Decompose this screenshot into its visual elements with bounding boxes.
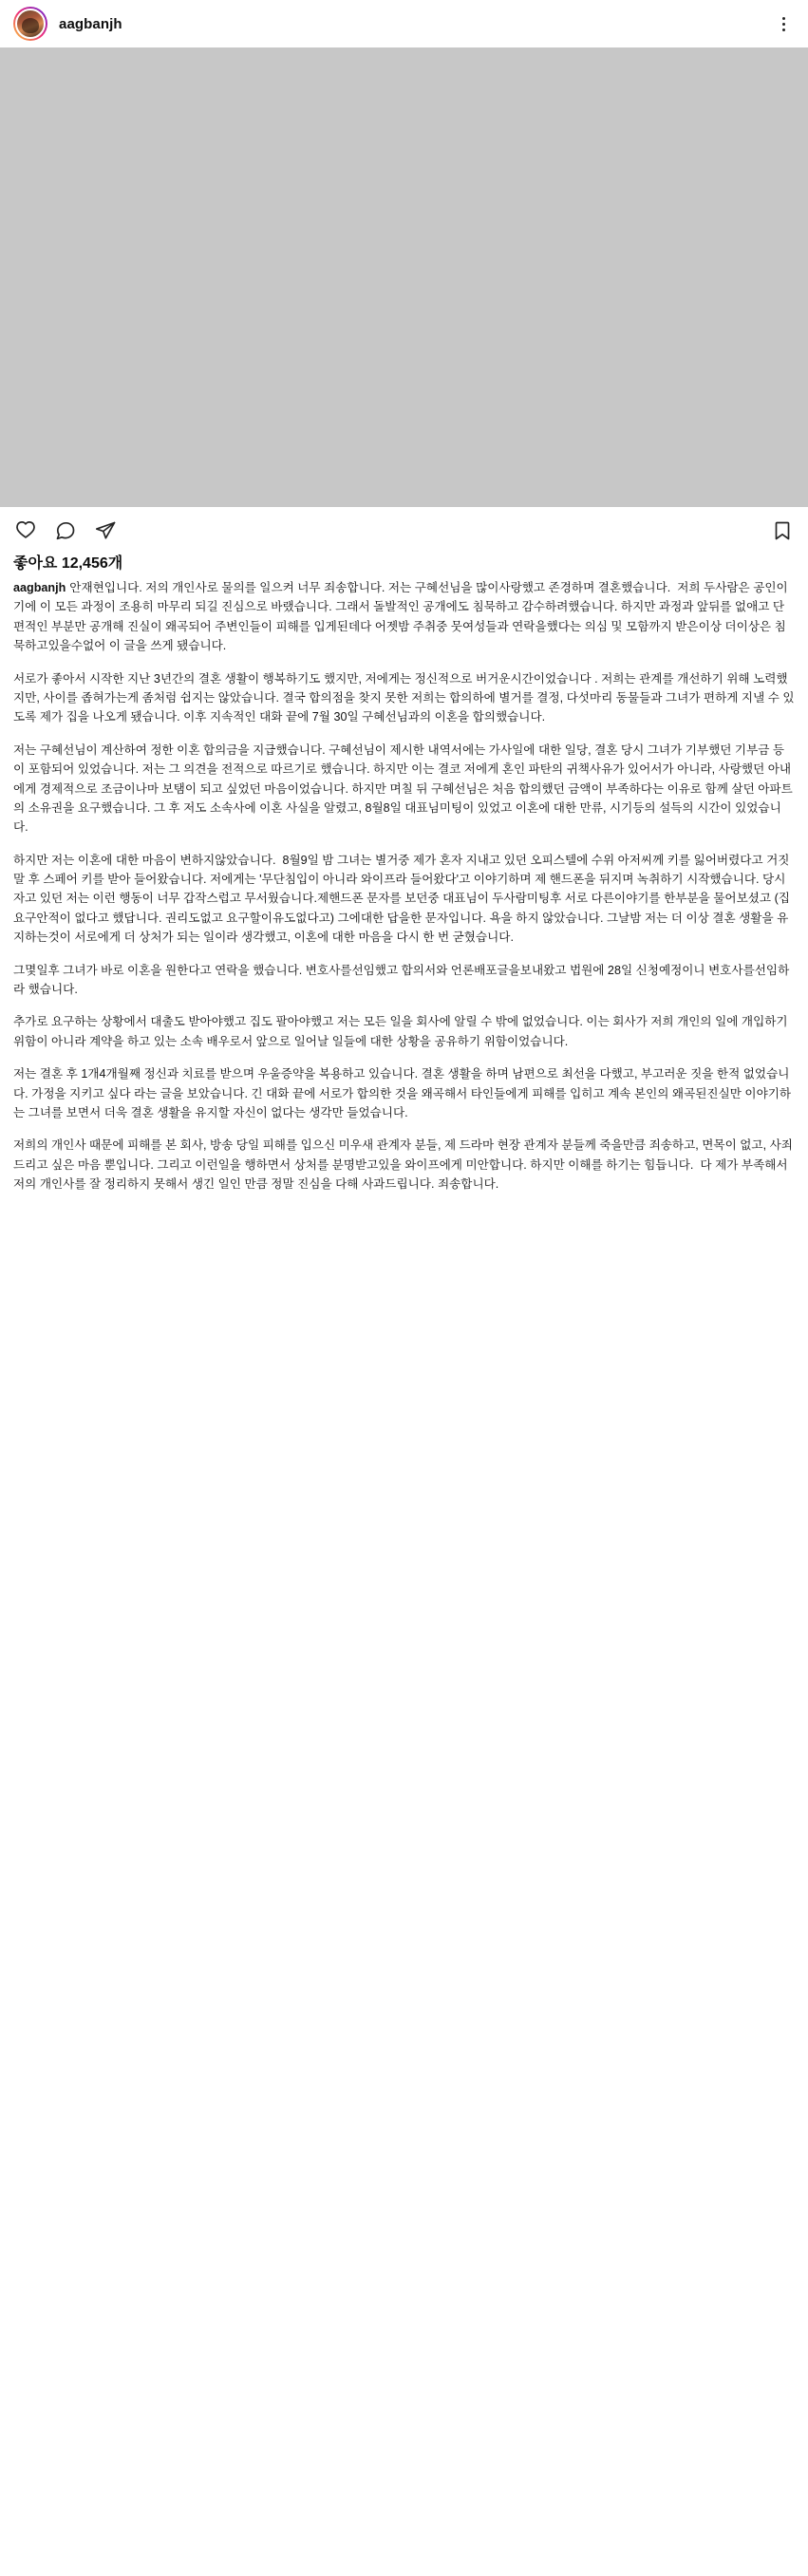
username-label[interactable]: aagbanjh	[59, 15, 122, 32]
caption-paragraph: 저는 구혜선님이 계산하여 정한 이혼 합의금을 지급했습니다. 구혜선님이 제시한 내역서에는 가사일에 대한 일당, 결혼 당시 그녀가 기부했던 기부금 등이 포함되어 있었습니다. 저는 그 의견을 전적으로 따르기로 했습니다. 하지만 이는 결코 저에게 혼인 파탄의 귀책사유가 있어서가 아니라, 사랑했던 아내에게 경제적으로 조금이나마 보탬이 되고 싶었던 마음이었습니다. 하지만 며칠 뒤 구혜선님은 처음 합의했던 금액이 부족하다는 이유로 함께 살던 아파트의 소유권을 요구했습니다. 그 후 저도 소속사에 이혼 사실을 알렸고, 8월8일 대표님미팅이 있었고 이혼에 대한 만류, 시기등의 설득의 시간이 있었습니다.	[13, 743, 793, 835]
caption-paragraph: 저는 결혼 후 1개4개월째 정신과 치료를 받으며 우울증약을 복용하고 있습니다. 결혼 생활을 하며 남편으로 최선을 다했고, 부고러운 짓을 한적 없었습니다. 가정을 지키고 싶다 라는 글을 보았습니다. 긴 대화 끝에 서로가 합의한 것을 왜곡해서 타인들에게 피해를 입히고 계속 본인의 왜곡된진실만 이야기하는 그녀를 보면서 더욱 결혼 생활을 유지할 자신이 없다는 생각만 들었습니다.	[13, 1067, 792, 1119]
post-image[interactable]	[0, 47, 808, 507]
caption-username[interactable]: aagbanjh	[13, 581, 66, 594]
avatar-image	[15, 9, 46, 39]
like-count-label: 좋아요 12,456개	[13, 555, 123, 572]
like-icon[interactable]	[13, 518, 38, 543]
post-caption	[0, 576, 808, 1212]
action-bar-left	[13, 518, 118, 543]
post-action-bar	[0, 507, 808, 549]
more-options-icon[interactable]	[772, 12, 795, 35]
post-header	[0, 0, 808, 47]
avatar[interactable]	[13, 7, 47, 41]
caption-paragraph: 저희의 개인사 때문에 피해를 본 회사, 방송 당일 피해를 입으신 미우새 관계자 분들, 제 드라마 현장 관계자 분들께 죽을만큼 죄송하고, 면목이 없고, 사죄드리고 싶은 마음 뿐입니다. 그리고 이런일을 행하면서 상처를 분명받고있을 와이프에게 미안합니다. 하지만 이해를 하기는 힘듭니다. 다 제가 부족해서 저의 개인사를 잘 정리하지 못해서 생긴 일인 만큼 정말 진심을 다해 사과드립니다. 죄송합니다.	[13, 1138, 793, 1192]
share-icon[interactable]	[93, 518, 118, 543]
caption-paragraph: 서로가 좋아서 시작한 지난 3년간의 결혼 생활이 행복하기도 했지만, 저에게는 정신적으로 버거운시간이었습니다 . 저희는 관계를 개선하기 위해 노력했지만, 사이를 좁혀가는게 좀처럼 쉽지는 않았습니다. 결국 합의점을 찾지 못한 저희는 합의하에 별거를 결정, 다섯마리 동물들과 그녀가 편하게 지낼 수 있도록 제가 집을 나오게 됐습니다. 이후 지속적인 대화 끝에 7월 30일 구혜선님과의 이혼을 합의했습니다.	[13, 671, 795, 724]
caption-paragraph: 그몇일후 그녀가 바로 이혼을 원한다고 연락을 했습니다. 변호사를선임했고 합의서와 언론배포글을보내왔고 법원에 28일 신청예정이니 변호사를선임하라 했습니다.	[13, 963, 790, 997]
caption-paragraph: 하지만 저는 이혼에 대한 마음이 변하지않았습니다. 8월9일 밤 그녀는 별거중 제가 혼자 지내고 있던 오피스텔에 수위 아저씨께 키를 잃어버렸다고 거짓말 후 스페어 키를 받아 들어왔습니다. 저에게는 '무단침입이 아니라 와이프라 들어왔다'고 이야기하며 제 핸드폰을 뒤지며 녹취하기 시작했습니다. 당시 자고 있던 저는 이런 행동이 너무 갑작스럽고 무서웠습니다.제핸드폰 문자를 보던중 대표님이 두사람미팅후 서로 다른이야기를 한부분을 물어보셨고 (집요구안적이 없다고 했답니다. 권리도없고 요구할이유도없다고) 그에대한 답을한 문자입니다. 욕을 하지 않았습니다. 그날밤 저는 더 이상 결혼 생활을 유지하는것이 서로에게 더 상처가 되는 일이라 생각했고, 이혼에 대한 마음을 다시 한 번 굳혔습니다.	[13, 853, 790, 945]
comment-icon[interactable]	[53, 518, 78, 543]
caption-paragraph: 추가로 요구하는 상황에서 대출도 받아야했고 집도 팔아야했고 저는 모든 일을 회사에 알릴 수 밖에 없었습니다. 이는 회사가 저희 개인의 일에 개입하기 위함이 아니라 계약을 하고 있는 소속 배우로서 앞으로 일어날 일들에 대한 상황을 공유하기 위함이었습니다.	[13, 1015, 792, 1048]
bookmark-icon[interactable]	[770, 518, 795, 543]
caption-paragraph	[13, 578, 795, 656]
caption-text-0: 안재현입니다. 저의 개인사로 물의를 일으켜 너무 죄송합니다. 저는 구혜선님을 많이사랑했고 존경하며 결혼했습니다. 저희 두사람은 공인이기에 이 모든 과정이 조용히 마무리 되길 진심으로 바랬습니다. 그래서 돌발적인 공개에도 침묵하고 감수하려했습니다. 하지만 과정과 앞뒤를 없애고 단편적인 부분만 공개해 진실이 왜곡되어 주변인들이 피해를 입게된데다 어젯밤 주취중 뭇여성들과 연락을했다는 의심 및 모함까지 받은이상 더이상은 침묵하고있을수없어 이 글을 쓰게 됐습니다.	[13, 581, 788, 653]
instagram-post	[0, 0, 808, 1212]
